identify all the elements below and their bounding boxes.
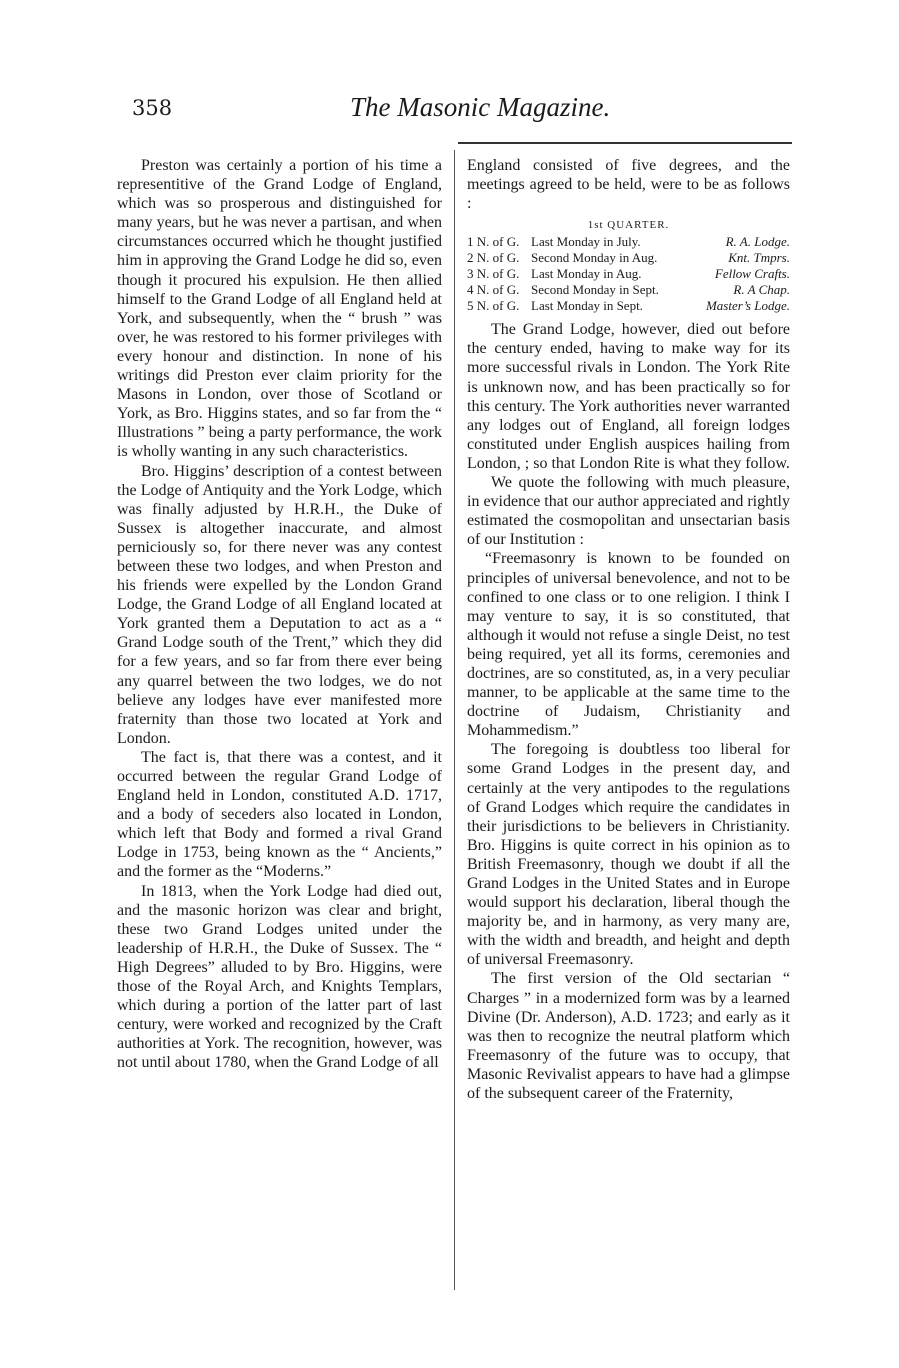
- paragraph: The fact is, that there was a contest, and it occurred between the regular Grand Lodge of England held in London, constituted A.D. 1717, and a body of seceders also located in London, which left that Body and formed a rival Grand Lodge in 1753, being known as the “ Ancients,” and the former as the “Moderns.”: [117, 748, 442, 881]
- table-cell: Second Monday in Aug.: [531, 250, 658, 266]
- table-row: [467, 282, 790, 298]
- header-rule: [458, 142, 792, 144]
- paragraph-continued: England consisted of five degrees, and the meetings agreed to be held, were to be as follows :: [467, 157, 790, 213]
- table-row: [467, 234, 790, 250]
- paragraph: We quote the following with much pleasure, in evidence that our author appreciated and rightly estimated the cosmopolitan and unsectarian basis of our Institution :: [467, 474, 790, 549]
- table-cell: R. A. Lodge.: [725, 234, 790, 250]
- table-cell: Master’s Lodge.: [705, 298, 790, 314]
- table-cell: Second Monday in Sept.: [531, 282, 659, 298]
- table-cell: 2 N. of G.: [467, 250, 520, 266]
- paragraph: The foregoing is doubtless too liberal for some Grand Lodges in the present day, and certainly at the very antipodes to the regulations of Grand Lodges which require the candidates in their jurisdictions to be believers in Christianity. Bro. Higgins is quite correct in his opinion as to British Freemasonry, though we doubt if all the Grand Lodges in the United States and in Europe would support his declaration, liberal though the majority be, and in harmony, as very many are, with the width and breadth, and height and depth of universal Freemasonry.: [467, 741, 790, 969]
- right-column: [467, 156, 790, 1103]
- table-cell: Last Monday in Sept.: [531, 298, 643, 314]
- paragraph: In 1813, when the York Lodge had died out, and the masonic horizon was clear and bright, these two Grand Lodges united under the leadership of H.R.H., the Duke of Sussex. The “ High Degrees” alluded to by Bro. Higgins, were those of the Royal Arch, and Knights Templars, which during a portion of the latter part of last century, were worked and recognized by the Craft authorities at York. The recognition, however, was not until about 1780, when the Grand Lodge of all: [117, 882, 442, 1072]
- meetings-table: [467, 217, 790, 314]
- column-divider: [454, 150, 455, 1290]
- table-cell: Last Monday in July.: [531, 234, 641, 250]
- paragraph: Preston was certainly a portion of his time a representitive of the Grand Lodge of England, which was so prosperous and distinguished for many years, but he was never a partisan, and when circumstances occurred which he thought justified him in approving the Grand Lodge he did so, even though it procured his expulsion. He then allied himself to the Grand Lodge of all England held at York, and subsequently, when the “ brush ” was over, he was restored to his former privileges with every honour and distinction. In none of his writings did Preston ever claim priority for the Masons in London, over those of Scotland or York, as Bro. Higgins states, and so far from the “ Illustrations ” being a party performance, the work is wholly wanting in any such characteristics.: [117, 157, 442, 461]
- table-cell: Knt. Tmprs.: [728, 250, 790, 266]
- table-cell: 1 N. of G.: [467, 234, 520, 250]
- table-cell: R. A Chap.: [733, 282, 790, 298]
- paragraph: The Grand Lodge, however, died out before the century ended, having to make way for its more successful rivals in London. The York Rite is unknown now, and has been practically so for this century. The York authorities never warranted any lodges out of England, all foreign lodges constituted under English auspices hailing from London, ; so that London Rite is what they follow.: [467, 321, 790, 472]
- table-row: [467, 250, 790, 266]
- left-column: [117, 156, 442, 1073]
- table-cell: 5 N. of G.: [467, 298, 520, 314]
- page-header: [132, 92, 792, 136]
- table-cell: Last Monday in Aug.: [531, 266, 642, 282]
- magazine-title: The Masonic Magazine.: [350, 92, 611, 122]
- quotation: “Freemasonry is known to be founded on principles of universal benevolence, and not to be confined to one class or to one religion. I think I may venture to say, it is so constituted, that although it would not refuse a single Deist, no test being required, yet all its forms, ceremonies and doctrines, are so constituted, as, in a very peculiar manner, to be applicable at the same time to the doctrine of Judaism, Christianity and Mohammedism.”: [467, 550, 790, 740]
- table-cell: 3 N. of G.: [467, 266, 520, 282]
- table-row: [467, 266, 790, 282]
- table-cell: 4 N. of G.: [467, 282, 520, 298]
- page-number: 358: [132, 96, 173, 120]
- table-heading: 1st QUARTER.: [587, 219, 670, 232]
- table-cell: Fellow Crafts.: [714, 266, 790, 282]
- paragraph: Bro. Higgins’ description of a contest between the Lodge of Antiquity and the York Lodge, which was finally adjusted by H.R.H., the Duke of Sussex is altogether inaccurate, and almost perniciously so, for there never was any contest between these two lodges, and when Preston and his friends were expelled by the London Grand Lodge, the Grand Lodge of all England located at York granted them a Deputation to act as a “ Grand Lodge south of the Trent,” which they did for a few years, and so far from there ever being any quarrel between the two lodges, we do not believe any lodges have ever manifested more fraternity than those two located at York and London.: [117, 462, 442, 747]
- paragraph: The first version of the Old sectarian “ Charges ” in a modernized form was by a learned Divine (Dr. Anderson), A.D. 1723; and early as it was then to recognize the neutral platform which Freemasonry of the future was to occupy, that Masonic Revivalist appears to have had a glimpse of the subsequent career of the Fraternity,: [467, 970, 790, 1103]
- table-row: [467, 298, 790, 314]
